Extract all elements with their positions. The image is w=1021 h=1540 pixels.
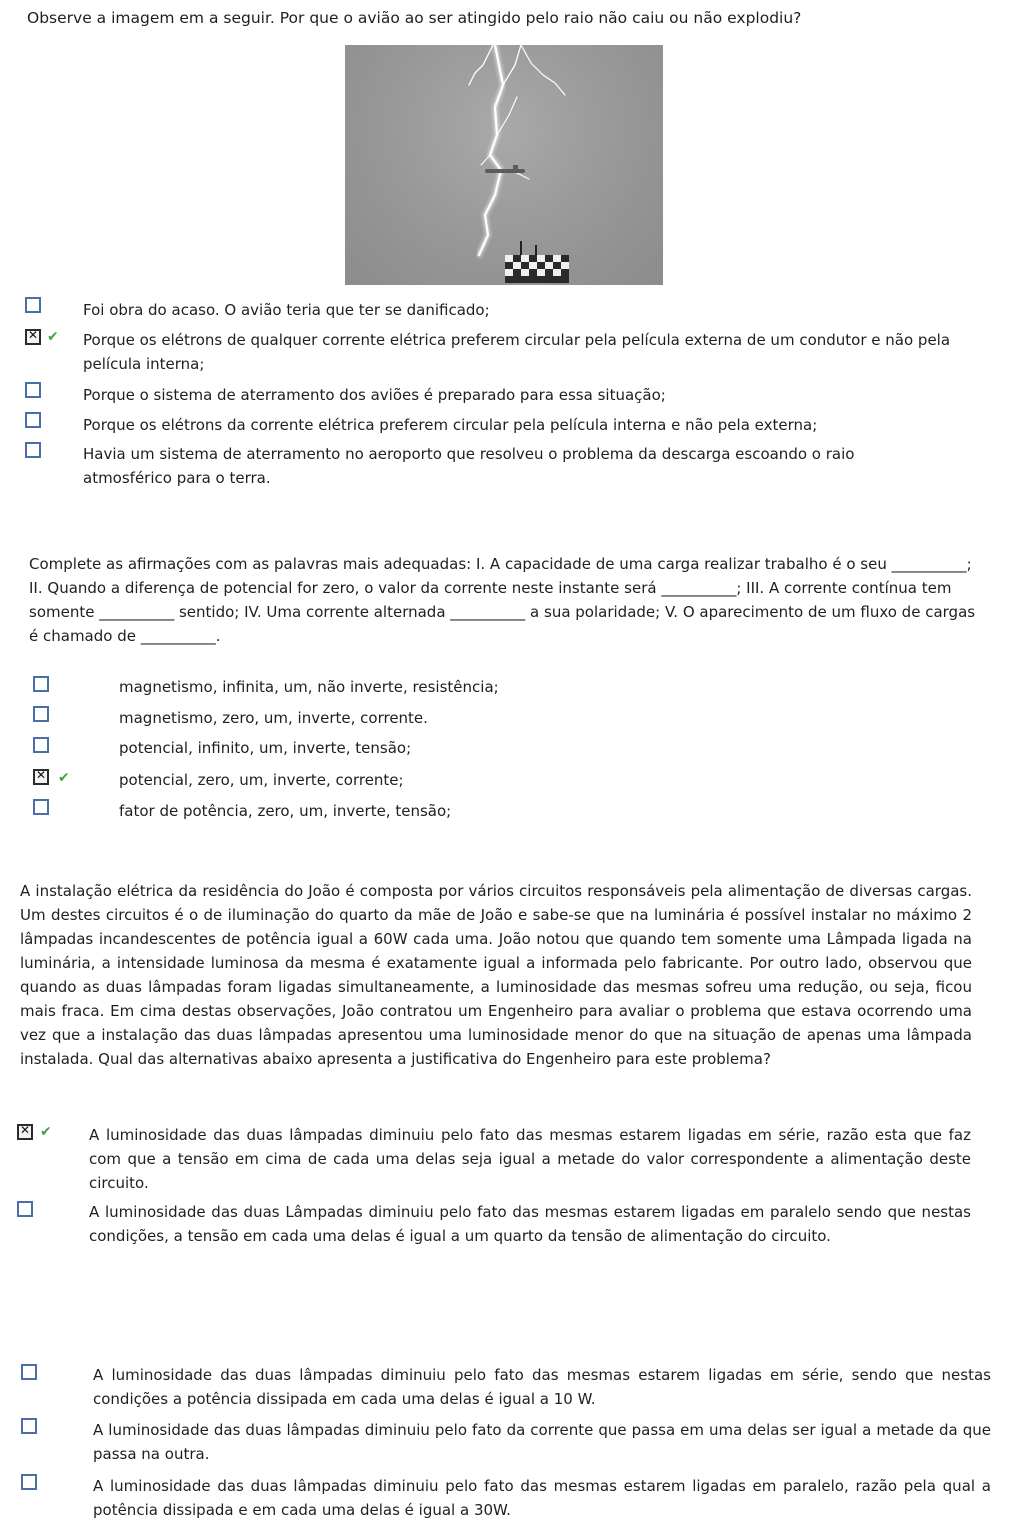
q1-option-5-checkbox[interactable]: [25, 442, 41, 458]
q1-option-1-text: Foi obra do acaso. O avião teria que ter se danificado;: [83, 301, 490, 319]
q3-option-3-text: A luminosidade das duas lâmpadas diminuiu pelo fato das mesmas estarem ligadas em série, sendo que nestas condições a potência dissipada em cada uma delas é igual a 10 W.: [93, 1366, 991, 1408]
q2-option-2-text: magnetismo, zero, um, inverte, corrente.: [119, 709, 428, 727]
q1-option-3-checkbox[interactable]: [25, 382, 41, 398]
q1-option-4-text: Porque os elétrons da corrente elétrica preferem circular pela película interna e não pela externa;: [83, 416, 818, 434]
q2-option-1-text: magnetismo, infinita, um, não inverte, resistência;: [119, 678, 499, 696]
q3-option-3-checkbox[interactable]: [21, 1364, 37, 1380]
q2-option-3-text: potencial, infinito, um, inverte, tensão;: [119, 739, 412, 757]
check-mark-icon: ✔: [40, 1124, 52, 1140]
lightning-illustration: [345, 45, 663, 285]
q2-option-2-checkbox[interactable]: [33, 706, 49, 722]
q2-option-5-text: fator de potência, zero, um, inverte, tensão;: [119, 802, 452, 820]
q3-option-4-checkbox[interactable]: [21, 1418, 37, 1434]
q2-option-1-checkbox[interactable]: [33, 676, 49, 692]
q3-option-5-checkbox[interactable]: [21, 1474, 37, 1490]
q2-option-4-checkbox[interactable]: [33, 769, 49, 785]
question-2-prompt: Complete as afirmações com as palavras mais adequadas: I. A capacidade de uma carga realizar trabalho é o seu __________; II. Quando a diferença de potencial for zero, o valor da corrente neste instante será __________; III. A corrente contínua tem somente __________ sentido; IV. Uma corrente alternada __________ a sua polaridade; V. O aparecimento de um fluxo de cargas é chamado de __________.: [29, 555, 976, 645]
q2-option-5-checkbox[interactable]: [33, 799, 49, 815]
q3-option-1-checkbox[interactable]: [17, 1124, 33, 1140]
q1-option-2-checkbox[interactable]: [25, 329, 41, 345]
q2-option-4-text: potencial, zero, um, inverte, corrente;: [119, 771, 404, 789]
question-3-prompt: A instalação elétrica da residência do João é composta por vários circuitos responsáveis pela alimentação de diversas cargas. Um destes circuitos é o de iluminação do quarto da mãe de João e sabe-se que na luminária é possível instalar no máximo 2 lâmpadas incandescentes de potência igual a 60W cada uma. João notou que quando tem somente uma Lâmpada ligada na luminária, a intensidade luminosa da mesma é exatamente igual a informada pelo fabricante. Por outro lado, observou que quando as duas lâmpadas foram ligadas simultaneamente, a luminosidade das mesmas sofreu uma redução, ou seja, ficou mais fraca. Em cima destas observações, João contratou um Engenheiro para avaliar o problema que estava ocorrendo uma vez que a instalação das duas lâmpadas apresentou uma luminosidade menor do que na situação de apenas uma lâmpada instalada. Qual das alternativas abaixo apresenta a justificativa do Engenheiro para este problema?: [20, 882, 972, 1068]
question-1-prompt: Observe a imagem em a seguir. Por que o avião ao ser atingido pelo raio não caiu ou não explodiu?: [27, 9, 802, 27]
q3-option-2-checkbox[interactable]: [17, 1201, 33, 1217]
q1-option-2-text: Porque os elétrons de qualquer corrente elétrica preferem circular pela película externa de um condutor e não pela película interna;: [83, 331, 951, 373]
q2-option-3-checkbox[interactable]: [33, 737, 49, 753]
q3-option-1-text: A luminosidade das duas lâmpadas diminuiu pelo fato das mesmas estarem ligadas em série, razão esta que faz com que a tensão em cima de cada uma delas seja igual a metade do valor correspondente a alimentação deste circuito.: [89, 1126, 971, 1192]
check-mark-icon: ✔: [58, 770, 70, 786]
q1-option-5-text: Havia um sistema de aterramento no aeroporto que resolveu o problema da descarga escoando o raio atmosférico para o terra.: [83, 445, 855, 487]
check-mark-icon: ✔: [47, 329, 59, 345]
q3-option-2-text: A luminosidade das duas Lâmpadas diminuiu pelo fato das mesmas estarem ligadas em paralelo sendo que nestas condições, a tensão em cada uma delas é igual a um quarto da tensão de alimentação do circuito.: [89, 1203, 971, 1245]
lightning-airplane-photo: [345, 45, 663, 285]
q1-option-4-checkbox[interactable]: [25, 412, 41, 428]
q3-option-5-text: A luminosidade das duas lâmpadas diminuiu pelo fato das mesmas estarem ligadas em paralelo, razão pela qual a potência dissipada e em cada uma delas é igual a 30W.: [93, 1477, 991, 1519]
q1-option-3-text: Porque o sistema de aterramento dos aviões é preparado para essa situação;: [83, 386, 666, 404]
q1-option-1-checkbox[interactable]: [25, 297, 41, 313]
q3-option-4-text: A luminosidade das duas lâmpadas diminuiu pelo fato da corrente que passa em uma delas ser igual a metade da que passa na outra.: [93, 1421, 991, 1463]
